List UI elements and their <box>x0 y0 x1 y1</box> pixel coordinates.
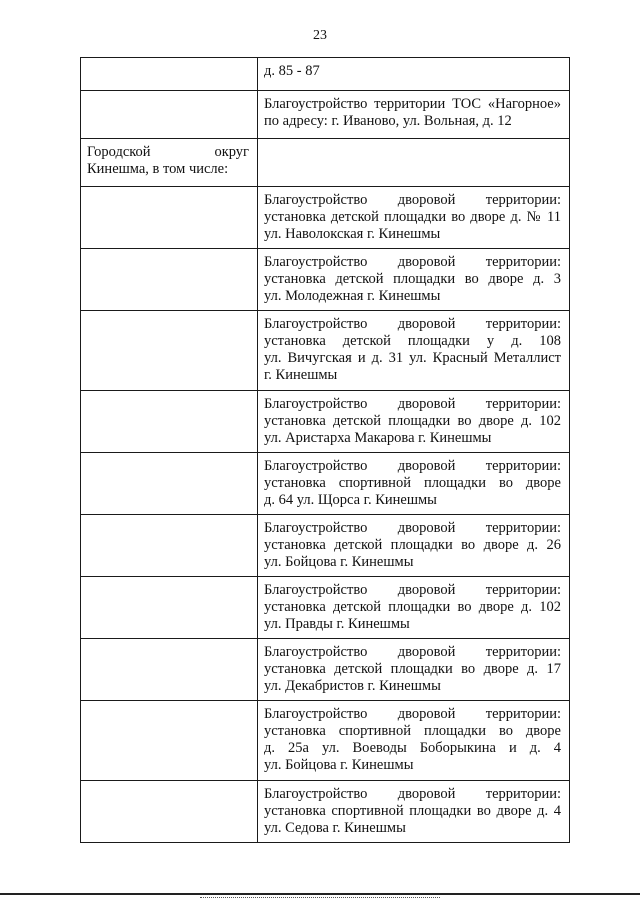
table-row <box>81 91 570 139</box>
table-row <box>81 701 570 781</box>
project-text-line: Благоустройство территории ТОС «Нагорное» <box>264 96 561 112</box>
bottom-rule <box>0 893 640 895</box>
territory-cell <box>81 391 258 453</box>
table-row <box>81 391 570 453</box>
table-row <box>81 187 570 249</box>
project-text-line: ул. Правды г. Кинешмы <box>264 616 410 632</box>
project-text-line: установка детской площадки во дворе д. № 11 <box>264 209 561 225</box>
project-text-line: Благоустройство дворовой территории: <box>264 254 561 270</box>
table-row <box>81 249 570 311</box>
project-cell <box>258 391 570 453</box>
project-text-line: ул. Молодежная г. Кинешмы <box>264 288 441 304</box>
project-cell <box>258 187 570 249</box>
territory-cell <box>81 701 258 781</box>
territory-cell <box>81 781 258 843</box>
table-body <box>81 58 570 843</box>
project-cell <box>258 577 570 639</box>
project-text-line: ул. Бойцова г. Кинешмы <box>264 554 414 570</box>
project-text-line: ул. Декабристов г. Кинешмы <box>264 678 441 694</box>
territory-cell <box>81 577 258 639</box>
table-row <box>81 515 570 577</box>
project-text-line: Благоустройство дворовой территории: <box>264 520 561 536</box>
project-text-line: Благоустройство дворовой территории: <box>264 786 561 802</box>
projects-table <box>80 57 570 843</box>
project-text-line: ул. Аристарха Макарова г. Кинешмы <box>264 430 492 446</box>
project-text-line: установка спортивной площадки во дворе <box>264 723 561 739</box>
project-cell <box>258 311 570 391</box>
territory-cell <box>81 311 258 391</box>
project-text-line: установка детской площадки во дворе д. 3 <box>264 271 561 287</box>
project-text-line: Благоустройство дворовой территории: <box>264 644 561 660</box>
project-cell <box>258 58 570 91</box>
project-text-line: Благоустройство дворовой территории: <box>264 396 561 412</box>
project-text-line: г. Кинешмы <box>264 367 338 383</box>
project-text-line: д. 64 ул. Щорса г. Кинешмы <box>264 492 437 508</box>
territory-cell <box>81 187 258 249</box>
territory-cell <box>81 139 258 187</box>
project-text-line: Благоустройство дворовой территории: <box>264 316 561 332</box>
project-cell <box>258 515 570 577</box>
project-text-line: д. 85 - 87 <box>264 63 320 79</box>
project-text-line: Благоустройство дворовой территории: <box>264 458 561 474</box>
project-text-line: ул. Наволокская г. Кинешмы <box>264 226 441 242</box>
project-text-line: установка спортивной площадки во дворе <box>264 475 561 491</box>
table-row <box>81 577 570 639</box>
project-cell <box>258 701 570 781</box>
table-row <box>81 311 570 391</box>
project-cell <box>258 91 570 139</box>
project-text-line: ул. Седова г. Кинешмы <box>264 820 406 836</box>
project-text-line: Благоустройство дворовой территории: <box>264 192 561 208</box>
table-row <box>81 453 570 515</box>
project-text-line: установка детской площадки во дворе д. 102 <box>264 599 561 615</box>
project-text-line: установка детской площадки во дворе д. 102 <box>264 413 561 429</box>
project-text-line: установка детской площадки у д. 108 <box>264 333 561 349</box>
project-cell <box>258 139 570 187</box>
project-text-line: по адресу: г. Иваново, ул. Вольная, д. 12 <box>264 113 512 129</box>
page-number: 23 <box>313 28 327 43</box>
project-cell <box>258 639 570 701</box>
territory-text-line: Кинешма, в том числе: <box>87 161 229 177</box>
territory-cell <box>81 91 258 139</box>
project-cell <box>258 249 570 311</box>
project-cell <box>258 453 570 515</box>
territory-text-line: Городской округ <box>87 144 249 160</box>
project-text-line: Благоустройство дворовой территории: <box>264 582 561 598</box>
project-text-line: установка детской площадки во дворе д. 26 <box>264 537 561 553</box>
project-text-line: установка детской площадки во дворе д. 17 <box>264 661 561 677</box>
table-row <box>81 639 570 701</box>
bottom-scan-artifact <box>200 897 440 898</box>
project-text-line: ул. Бойцова г. Кинешмы <box>264 757 414 773</box>
table-row <box>81 781 570 843</box>
territory-cell <box>81 515 258 577</box>
project-text-line: Благоустройство дворовой территории: <box>264 706 561 722</box>
table-row <box>81 139 570 187</box>
project-text-line: установка спортивной площадки во дворе д. 4 <box>264 803 561 819</box>
territory-cell <box>81 453 258 515</box>
project-cell <box>258 781 570 843</box>
territory-cell <box>81 249 258 311</box>
table-row <box>81 58 570 91</box>
project-text-line: д. 25а ул. Воеводы Боборыкина и д. 4 <box>264 740 561 756</box>
territory-cell <box>81 639 258 701</box>
project-text-line: ул. Вичугская и д. 31 ул. Красный Металлист <box>264 350 561 366</box>
territory-cell <box>81 58 258 91</box>
